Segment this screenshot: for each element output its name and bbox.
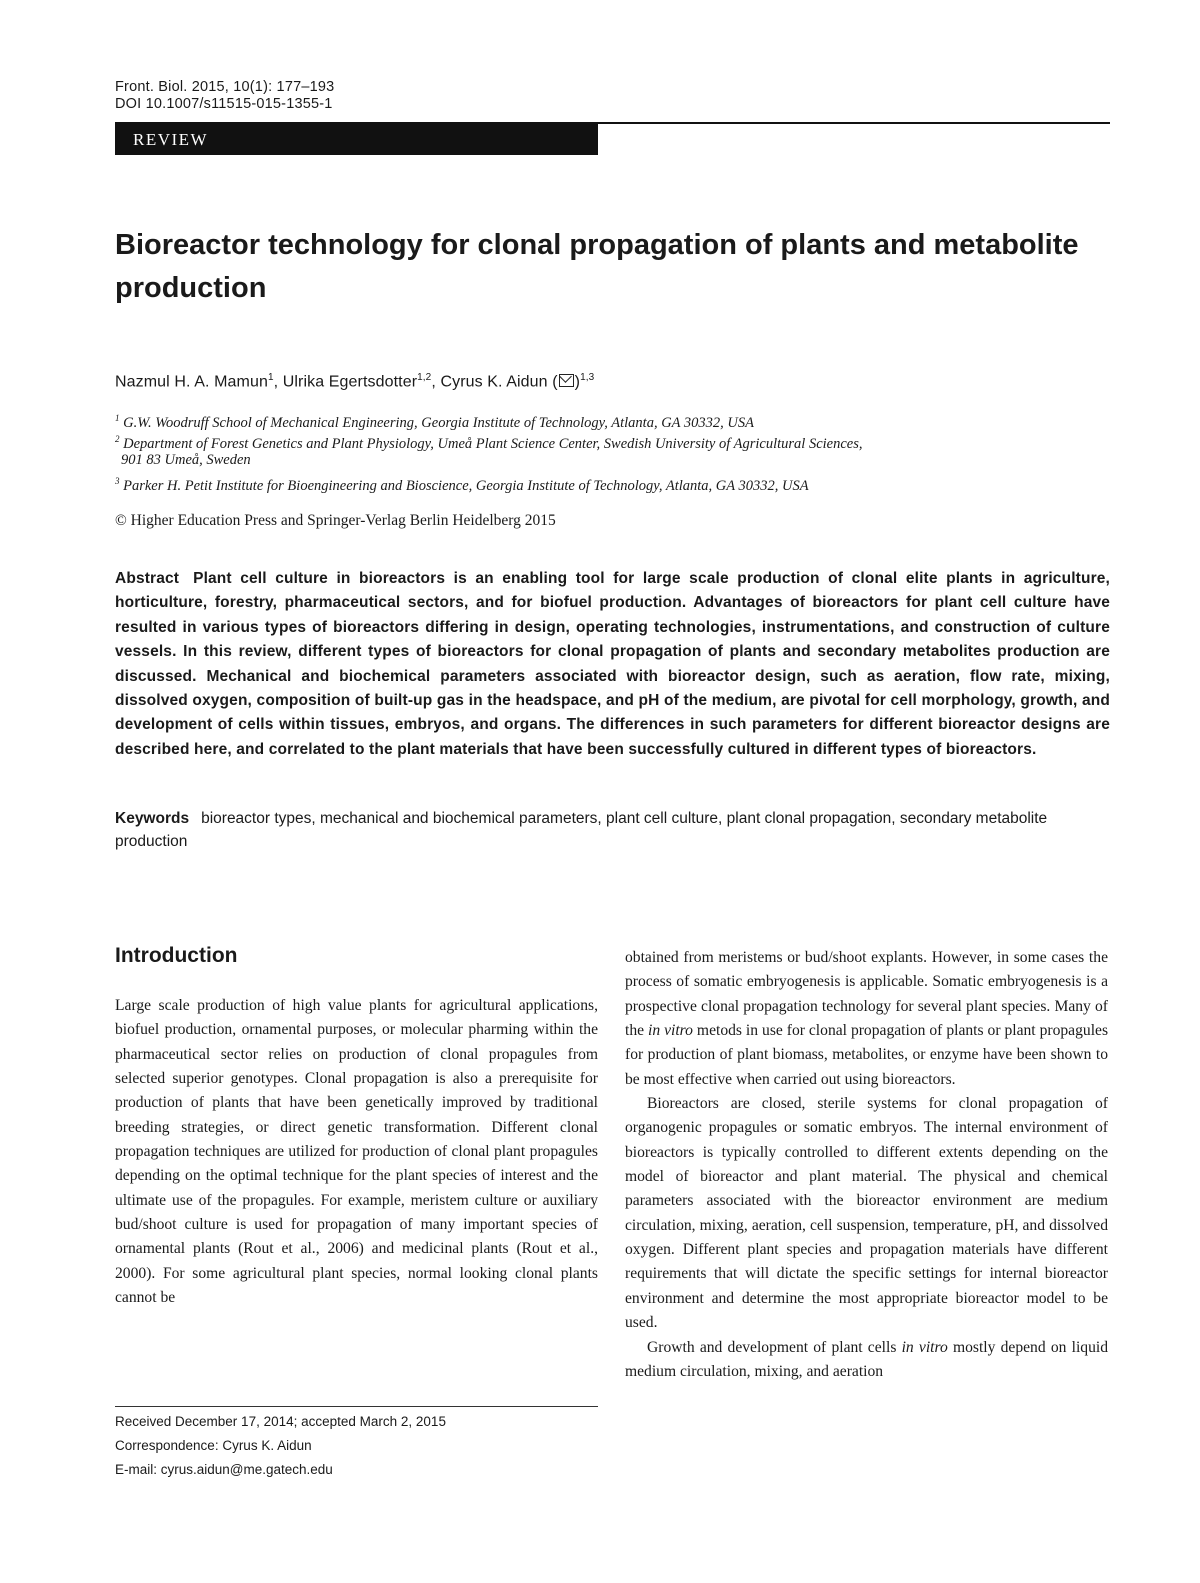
paragraph: Bioreactors are closed, sterile systems for clonal propagation of organogenic propagules or somatic embryos. The internal environment of bioreactors is typically controlled to different extents depending on the model of bioreactor and plant material. The physical and chemical parameters associated with the bioreactor environment are medium circulation, mixing, aeration, cell suspension, temperature, pH, and dissolved oxygen. Different plant species and propagation materials have different requirements that will dictate the specific settings for internal bioreactor environment and determine the most appropriate bioreactor model to be used. — [625, 1095, 1108, 1332]
email[interactable]: E-mail: cyrus.aidun@me.gatech.edu — [115, 1462, 333, 1477]
affiliation-marker: 2 — [115, 434, 120, 444]
author-name: Cyrus K. Aidun — [440, 373, 548, 391]
author-name: Ulrika Egertsdotter — [282, 373, 418, 391]
author-affil-marker: 1,3 — [580, 372, 595, 383]
affiliation-marker: 1 — [115, 413, 120, 423]
copyright-notice: © Higher Education Press and Springer-Verlag Berlin Heidelberg 2015 — [115, 512, 556, 529]
abstract-label: Abstract — [115, 570, 180, 587]
author-list: Nazmul H. A. Mamun$^1$, Ulrika Egertsdotter$^{1,2}$, Cyrus K. Aidun ( )$^{1,3}$ — [115, 372, 595, 391]
keywords — [115, 807, 1110, 853]
abstract — [115, 567, 1110, 762]
affiliation-text: Department of Forest Genetics and Plant Physiology, Umeå Plant Science Center, Swedish University of Agricultural Sciences, — [123, 435, 863, 452]
paragraph — [625, 1336, 1108, 1385]
italic-term: in vitro — [648, 1022, 693, 1040]
paragraph-text: metods in use for clonal propagation of plants or plant propagules for production of plant biomass, metabolites, or enzyme have been shown to be most effective when carried out using bioreactors. — [625, 1022, 1109, 1088]
affiliation-text: Parker H. Petit Institute for Bioengineering and Bioscience, Georgia Institute of Technology, Atlanta, GA 30332, USA — [123, 477, 809, 494]
text-column-left — [115, 994, 598, 1310]
paragraph — [625, 946, 1108, 1092]
paragraph-text: obtained from meristems or bud/shoot explants. However, in some cases the process of somatic embryogenesis is applicable. Somatic embryogenesis is a prospective clonal propagation technology for several plant species. Many of the — [625, 949, 1108, 1040]
footnote-rule — [115, 1406, 598, 1407]
paragraph: Large scale production of high value plants for agricultural applications, biofuel production, ornamental purposes, or molecular pharming within the pharmaceutical sector relies on production of clonal propagules from selected superior genotypes. Clonal propagation is also a prerequisite for production of plants that have been genetically improved by traditional breeding strategies, or direct genetic transformation. Different clonal propagation techniques are utilized for production of clonal plant propagules depending on the optimal technique for the plant species of interest and the ultimate use of the propagules. For example, meristem culture or auxiliary bud/shoot culture is used for propagation of many important species of ornamental plants (Rout et al., 2006) and medicinal plants (Rout et al., 2000). For some agricultural plant species, normal looking clonal plants cannot be — [115, 997, 598, 1307]
affiliation-continued — [121, 450, 1101, 471]
affiliation-text: 901 83 Umeå, Sweden — [121, 452, 251, 468]
keywords-text: bioreactor types, mechanical and biochemical parameters, plant cell culture, plant clonal propagation, secondary metabolite production — [115, 810, 1048, 850]
envelope-icon — [559, 374, 574, 387]
author-affil-marker: 1 — [267, 372, 274, 383]
italic-term: in vitro — [901, 1338, 948, 1356]
author-affil-marker: 1,2 — [417, 372, 432, 383]
abstract-text: Plant cell culture in bioreactors is an enabling tool for large scale production of clonal elite plants in agriculture, horticulture, forestry, pharmaceutical sectors, and for biofuel production. Advantages of bioreactors for plant cell culture have resulted in various types of bioreactors differing in design, operating technologies, instrumentations, and construction of culture vessels. In this review, different types of bioreactors for clonal propagation of plants and secondary metabolites production are discussed. Mechanical and biochemical parameters associated with bioreactor design, such as aeration, flow rate, mixing, dissolved oxygen, composition of built-up gas in the headspace, and pH of the medium, are pivotal for cell morphology, growth, and development of cells within tissues, embryos, and organs. The differences in such parameters for different bioreactor designs are described here, and correlated to the plant materials that have been successfully cultured in different types of bioreactors. — [115, 570, 1110, 758]
journal-reference — [115, 79, 334, 113]
paragraph-text: Growth and development of plant cells — [647, 1338, 902, 1356]
author-name: Nazmul H. A. Mamun — [115, 373, 268, 391]
affiliation — [115, 471, 1095, 497]
doi: DOI 10.1007/s11515-015-1355-1 — [115, 96, 333, 112]
paragraph-text: mostly depend on liquid medium circulation, mixing, and aeration — [625, 1338, 1109, 1380]
article-title: Bioreactor technology for clonal propagation of plants and metabolite production — [115, 229, 1079, 304]
correspondence: Correspondence: Cyrus K. Aidun — [115, 1438, 312, 1453]
section-label: REVIEW — [133, 130, 209, 149]
text-column-right — [625, 946, 1108, 1384]
received-date: Received December 17, 2014; accepted March 2, 2015 — [115, 1414, 446, 1429]
affiliation-marker: 3 — [115, 476, 120, 486]
journal-citation: Front. Biol. 2015, 10(1): 177–193 — [115, 79, 335, 95]
section-heading-introduction: Introduction — [115, 944, 238, 967]
keywords-label: Keywords — [115, 810, 190, 827]
affiliation-text: G.W. Woodruff School of Mechanical Engineering, Georgia Institute of Technology, Atlanta, GA 30332, USA — [123, 414, 754, 431]
